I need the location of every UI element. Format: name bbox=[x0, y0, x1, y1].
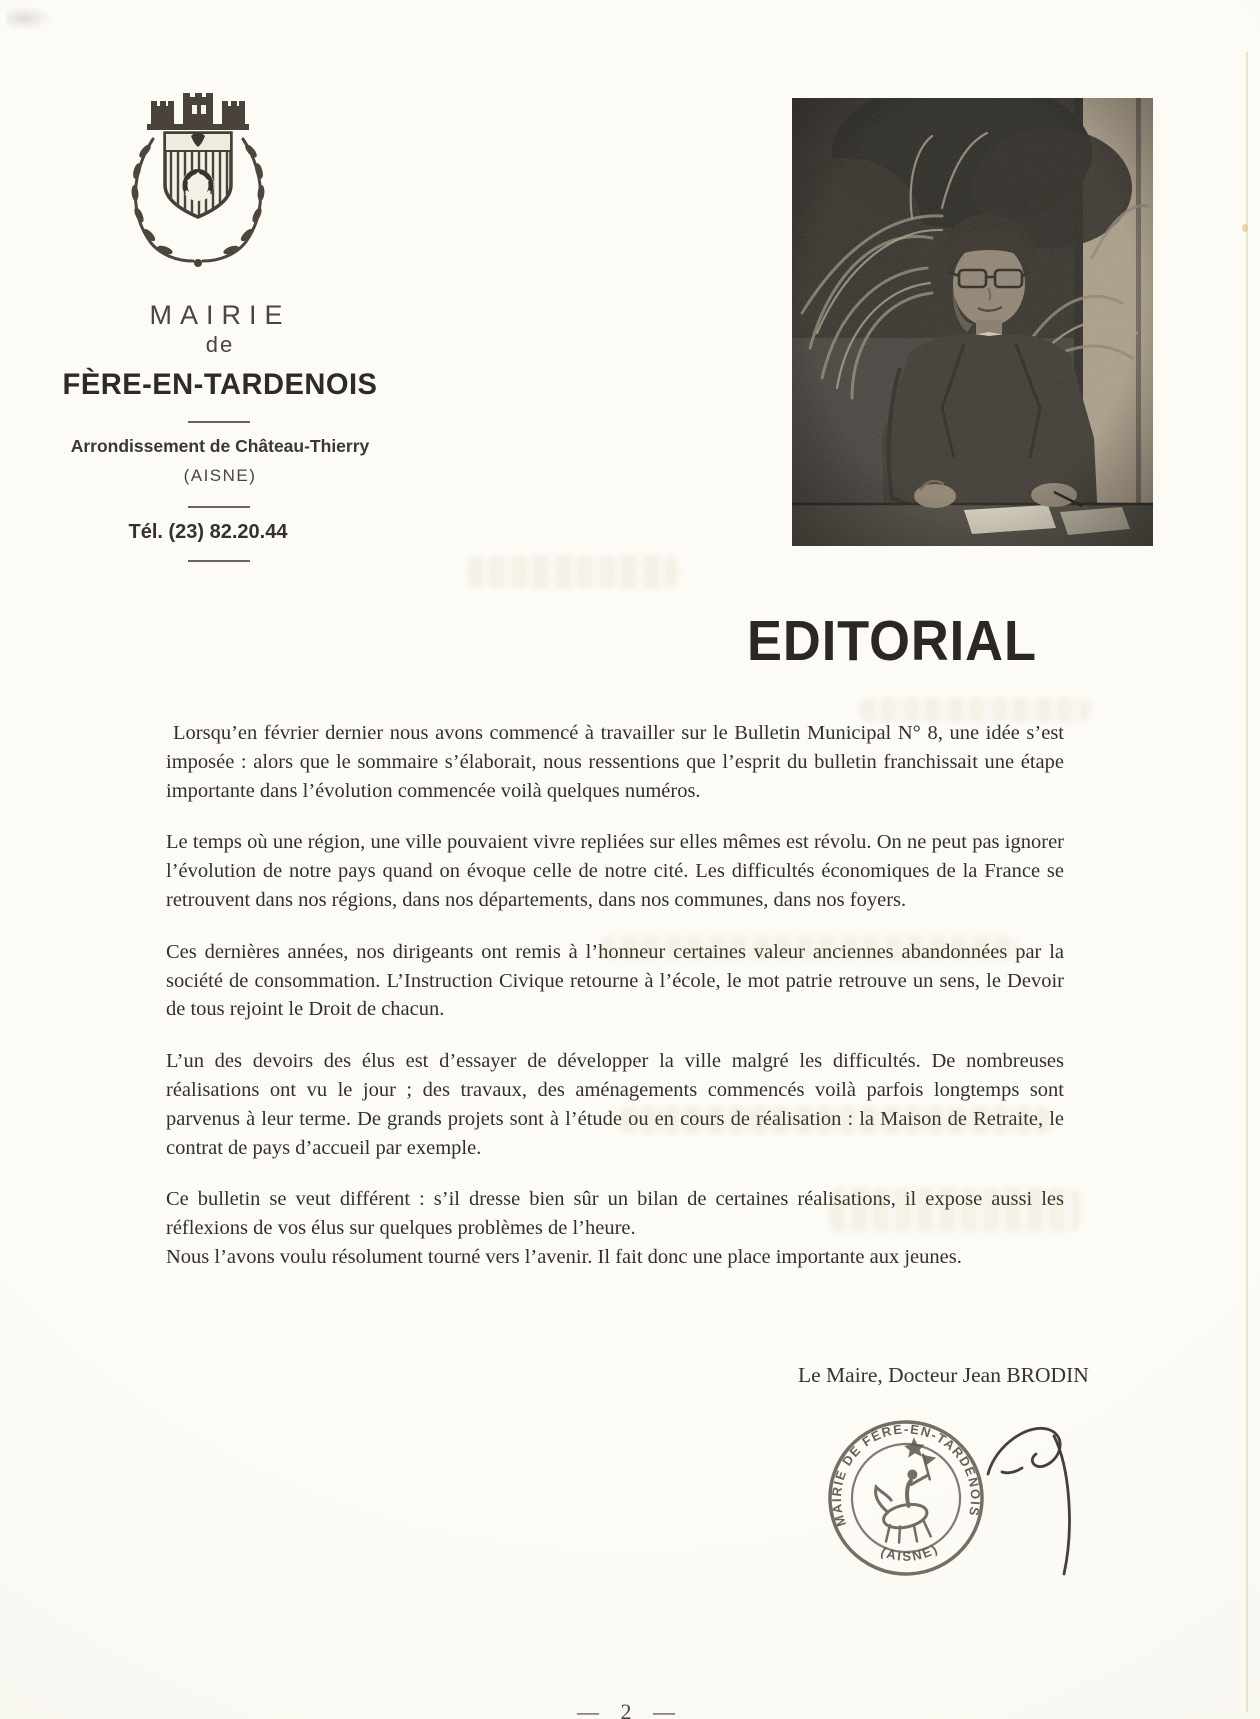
letterhead bbox=[58, 0, 382, 600]
editorial-body bbox=[166, 719, 1064, 1295]
letterhead-divider bbox=[188, 560, 250, 562]
stamp-ring-text: MAIRIE DE FÈRE-EN-TARDENOIS bbox=[828, 1421, 984, 1529]
mayor-photo bbox=[792, 98, 1153, 546]
svg-text:MAIRIE DE FÈRE-EN-TARDENOIS bbox=[824, 1416, 985, 1529]
signature-line: Le Maire, Docteur Jean BRODIN bbox=[798, 1363, 1089, 1387]
editorial-title: EDITORIAL bbox=[747, 609, 1037, 673]
editorial-paragraph: Nous l’avons voulu résolument tourné vers l’avenir. Il fait donc une place importante aux jeunes. bbox=[166, 1245, 962, 1268]
letterhead-city-name: FÈRE-EN-TARDENOIS bbox=[62, 368, 378, 401]
scan-edge-artifact bbox=[1246, 52, 1248, 1712]
scan-speck-artifact bbox=[1242, 224, 1248, 232]
editorial-paragraph: Lorsqu’en février dernier nous avons commencé à travailler sur le Bulletin Municipal N° 8, une idée s’est imposée : alors que le sommaire s’élaborait, nous ressentions que l’esprit du bulletin franchissait une étape importante dans l’évolution commencée voilà quelques numéros. bbox=[166, 722, 1064, 802]
editorial-paragraph: Ce bulletin se veut différent : s’il dresse bien sûr un bilan de certaines réalisations, il expose aussi les réflexions de vos élus sur quelques problèmes de l’heure. bbox=[166, 1188, 1064, 1240]
scan-smudge-artifact bbox=[6, 6, 52, 30]
letterhead-department: (AISNE) bbox=[183, 466, 257, 485]
bleedthrough-artifact bbox=[468, 556, 678, 588]
letterhead-connector: de bbox=[205, 332, 235, 357]
official-stamp bbox=[818, 1410, 993, 1585]
city-coat-of-arms-icon bbox=[113, 93, 283, 268]
editorial-paragraph: L’un des devoirs des élus est d’essayer de développer la ville malgré les difficultés. De nombreuses réalisations ont vu le jour ; des travaux, des aménagements commencés voilà parfois longtemps sont parvenus à leur terme. De grands projets sont à l’étude ou en cours de réalisation : la Maison de Retraite, le contrat de pays d’accueil par exemple. bbox=[166, 1050, 1064, 1159]
signature-flourish-icon bbox=[982, 1416, 1086, 1586]
letterhead-district: Arrondissement de Château-Thierry bbox=[70, 436, 370, 456]
editorial-paragraph: Le temps où une région, une ville pouvaient vivre repliées sur elles mêmes est révolu. On ne peut pas ignorer l’évolution de notre pays quand on évoque celle de notre cité. Les difficultés économiques de la France se retrouvent dans nos régions, dans nos départements, dans nos communes, dans nos foyers. bbox=[166, 831, 1064, 911]
stamp-bottom-text: (AISNE) bbox=[878, 1540, 942, 1564]
stamp-knight-icon bbox=[873, 1454, 934, 1544]
editorial-paragraph: Ces dernières années, nos dirigeants ont remis à l’honneur certaines valeur anciennes abandonnées par la société de consommation. L’Instruction Civique retourne à l’école, le mot patrie retrouve un sens, le Devoir de tous rejoint le Droit de chacun. bbox=[166, 940, 1064, 1021]
letterhead-phone: Tél. (23) 82.20.44 bbox=[128, 521, 288, 543]
svg-text:(AISNE) bbox=[878, 1540, 942, 1566]
letterhead-org: MAIRIE bbox=[149, 300, 291, 330]
letterhead-divider bbox=[188, 506, 250, 508]
page-number: — 2 — bbox=[577, 1699, 683, 1719]
letterhead-divider bbox=[188, 421, 250, 423]
